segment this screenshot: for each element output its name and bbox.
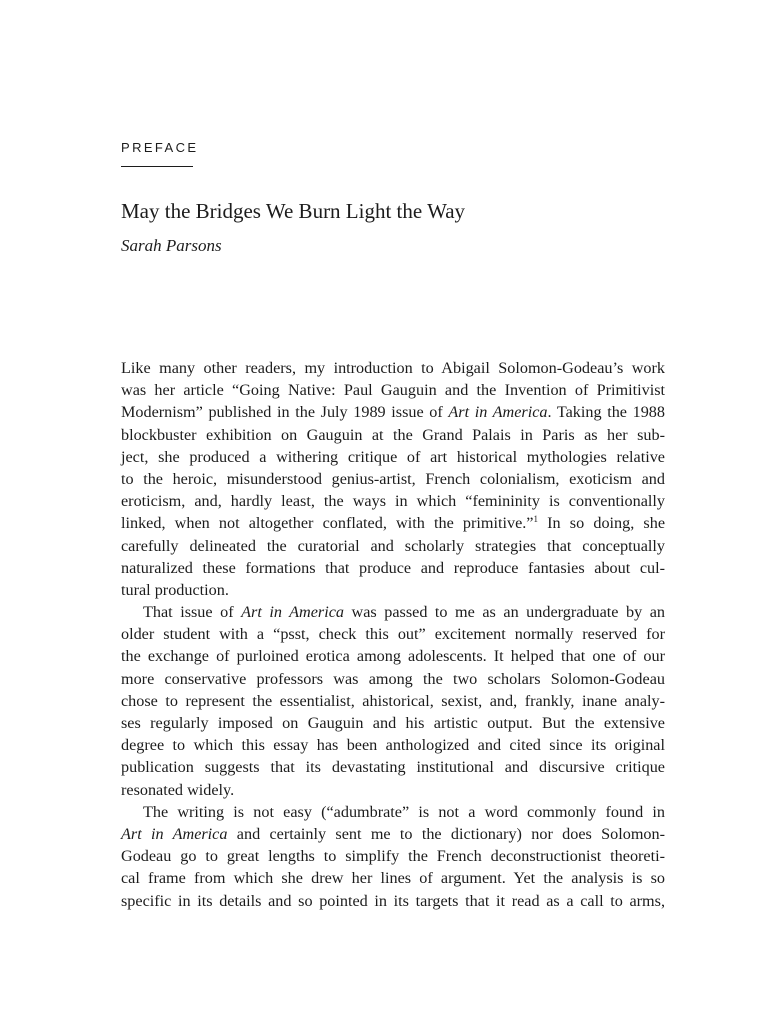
text-line: Art in America and certainly sent me to the dictionary) nor does Solomon-: [121, 824, 665, 843]
author-name: Sarah Parsons: [121, 236, 222, 255]
text-line: linked, when not altogether conflated, with the primitive.”$^1$ In so doing, she: [121, 514, 666, 533]
text-line: publication suggests that its devastating institutional and discursive critique: [121, 758, 665, 777]
text-line: the exchange of purloined erotica among adolescents. It helped that one of our: [121, 647, 665, 666]
text-line: degree to which this essay has been anthologized and cited since its original: [121, 736, 665, 755]
italic-title: Art in America: [241, 603, 345, 622]
text-line: The writing is not easy (“adumbrate” is not a word commonly found in: [143, 802, 665, 821]
text-line: Godeau go to great lengths to simplify the French deconstructionist theoreti-: [121, 847, 665, 866]
text-line: That issue of Art in America was passed to me as an undergraduate by an: [143, 603, 666, 622]
text-line: ject, she produced a withering critique of art historical mythologies relative: [121, 447, 665, 466]
text-line: tural production.: [121, 580, 229, 599]
footnote-marker: 1: [533, 514, 538, 525]
text-line: ses regularly imposed on Gauguin and his artistic output. But the extensive: [121, 714, 665, 732]
text-line: older student with a “psst, check this out” excitement normally reserved for: [121, 625, 665, 644]
text-line: chose to represent the essentialist, ahistorical, sexist, and, frankly, inane analy-: [121, 691, 665, 710]
chapter-title: May the Bridges We Burn Light the Way: [121, 199, 466, 223]
text-line: eroticism, and, hardly least, the ways in which “femininity is conventionally: [121, 492, 665, 511]
text-line: Modernism” published in the July 1989 issue of Art in America. Taking the 1988: [121, 403, 665, 422]
italic-title: Art in America: [121, 824, 228, 843]
section-rule: [121, 166, 193, 167]
text-line: Like many other readers, my introduction to Abigail Solomon-Godeau’s work: [121, 359, 665, 377]
text-line: naturalized these formations that produce and reproduce fantasies about cul-: [121, 558, 665, 577]
text-line: was her article “Going Native: Paul Gauguin and the Invention of Primitivist: [121, 381, 665, 400]
text-line: carefully delineated the curatorial and scholarly strategies that conceptually: [121, 536, 665, 555]
body-text: [121, 357, 665, 912]
text-line: resonated widely.: [121, 780, 235, 799]
section-label: PREFACE: [121, 140, 199, 155]
text-line: blockbuster exhibition on Gauguin at the Grand Palais in Paris as her sub-: [121, 425, 665, 444]
italic-title: Art in America: [448, 403, 548, 422]
text-line: specific in its details and so pointed in its targets that it read as a call to arms,: [121, 891, 665, 910]
text-line: cal frame from which she drew her lines of argument. Yet the analysis is so: [121, 869, 665, 888]
text-line: to the heroic, misunderstood genius-artist, French colonialism, exoticism and: [121, 469, 665, 488]
text-line: more conservative professors was among the two scholars Solomon-Godeau: [121, 669, 665, 688]
